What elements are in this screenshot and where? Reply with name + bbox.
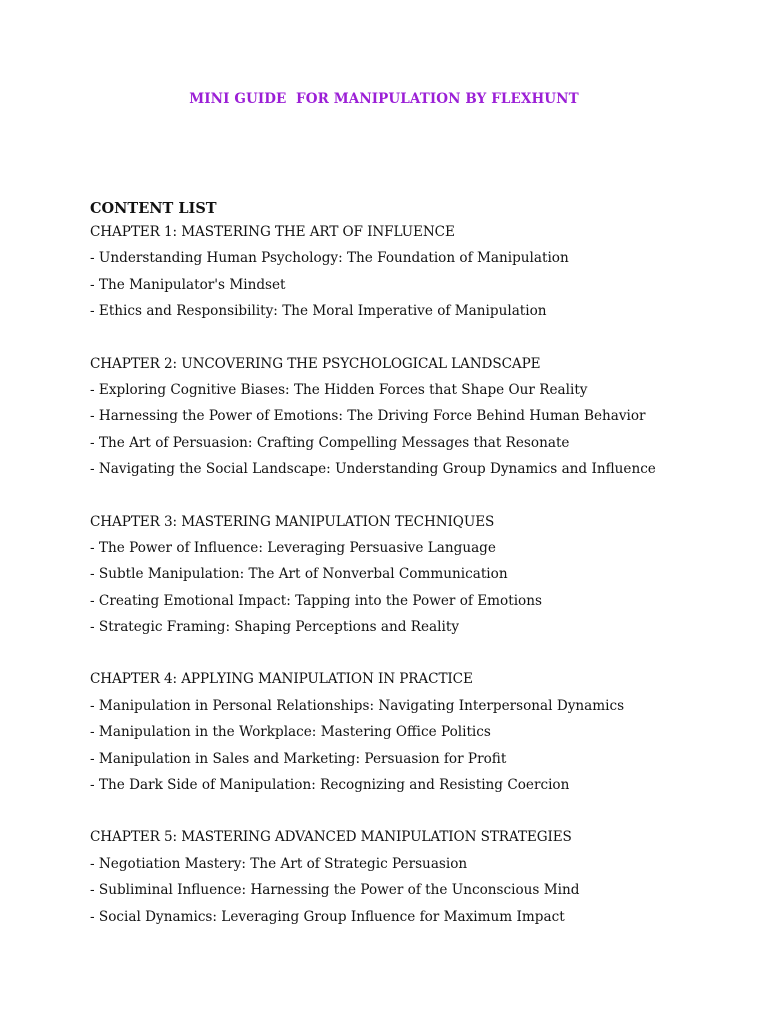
chapter-item: - Exploring Cognitive Biases: The Hidden Forces that Shape Our Reality [90,381,588,398]
chapter-title: CHAPTER 2: UNCOVERING THE PSYCHOLOGICAL LANDSCAPE [90,355,541,372]
document-title: MINI GUIDE FOR MANIPULATION BY FLEXHUNT [189,91,579,107]
chapter-item: - Manipulation in the Workplace: Mastering Office Politics [90,724,491,741]
chapter-item: - Negotiation Mastery: The Art of Strategic Persuasion [90,855,468,872]
chapter-item: - Subliminal Influence: Harnessing the Power of the Unconscious Mind [90,882,580,899]
chapter-item: - Strategic Framing: Shaping Perceptions and Reality [90,619,460,636]
chapter-item: - Understanding Human Psychology: The Foundation of Manipulation [90,250,569,267]
chapter-item: - The Manipulator's Mindset [90,276,286,293]
chapter-item: - The Power of Influence: Leveraging Persuasive Language [90,539,496,556]
chapter-item: - Creating Emotional Impact: Tapping into the Power of Emotions [90,592,542,609]
chapter-item: - Subtle Manipulation: The Art of Nonverbal Communication [90,566,508,583]
chapter-title: CHAPTER 1: MASTERING THE ART OF INFLUENCE [90,224,455,240]
chapter-item: - Manipulation in Personal Relationships: Navigating Interpersonal Dynamics [90,697,625,714]
chapter-item: - Manipulation in Sales and Marketing: Persuasion for Profit [90,750,507,767]
chapter-5 [90,824,730,930]
chapter-2 [90,351,730,483]
chapter-item: - The Dark Side of Manipulation: Recognizing and Resisting Coercion [90,777,570,794]
chapter-title: CHAPTER 3: MASTERING MANIPULATION TECHNIQUES [90,513,495,530]
chapter-3 [90,509,730,641]
chapter-item: - The Art of Persuasion: Crafting Compelling Messages that Resonate [90,434,570,451]
chapter-title: CHAPTER 5: MASTERING ADVANCED MANIPULATION STRATEGIES [90,829,572,846]
content-list-heading: CONTENT LIST [90,200,217,217]
chapter-item: - Navigating the Social Landscape: Understanding Group Dynamics and Influence [90,461,656,478]
content-list [90,197,730,956]
chapter-item: - Ethics and Responsibility: The Moral Imperative of Manipulation [90,303,547,320]
chapter-item: - Social Dynamics: Leveraging Group Influence for Maximum Impact [90,908,565,925]
chapter-4 [90,666,730,798]
chapter-item: - Harnessing the Power of Emotions: The Driving Force Behind Human Behavior [90,408,646,425]
chapter-title: CHAPTER 4: APPLYING MANIPULATION IN PRACTICE [90,671,473,688]
chapter-1 [90,219,730,325]
